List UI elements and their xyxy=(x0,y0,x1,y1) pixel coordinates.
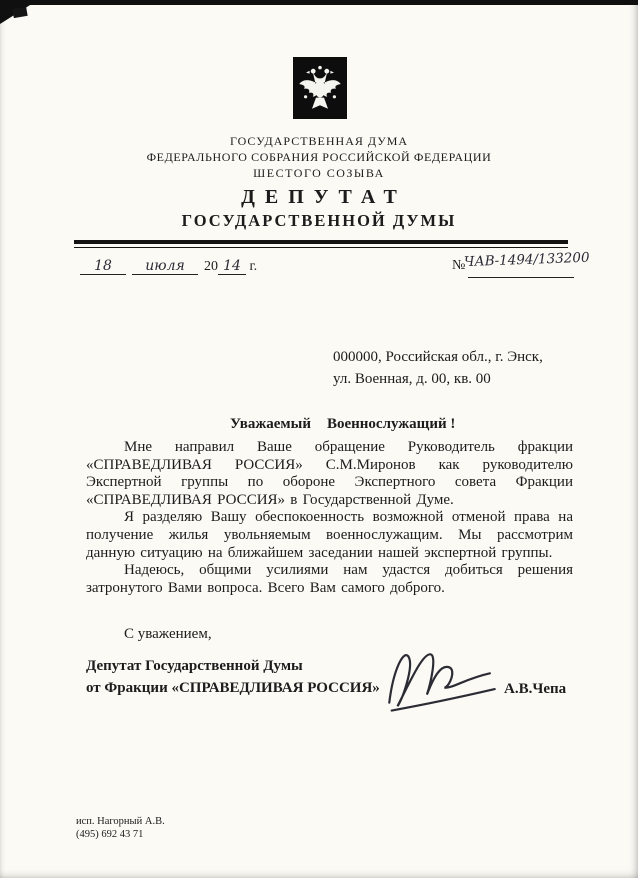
executor-name: исп. Нагорный А.В. xyxy=(76,816,165,827)
signer-title xyxy=(86,655,380,699)
recipient-line-2: ул. Военная, д. 00, кв. 00 xyxy=(333,371,491,387)
date-year-group xyxy=(204,258,257,275)
date-year-prefix: 20 xyxy=(204,259,218,274)
org-line-1: ГОСУДАРСТВЕННАЯ ДУМА xyxy=(229,134,409,148)
title-duma: ГОСУДАРСТВЕННОЙ ДУМЫ xyxy=(181,211,457,230)
number-label: № xyxy=(452,258,466,273)
letter-body xyxy=(86,439,573,597)
number-value: ЧАВ-1494/133200 xyxy=(463,249,590,271)
body-paragraph-2: Я разделяю Вашу обеспокоенность возможной отменой права на получение жилья увольняемым военнослужащим. Мы рассмотрим данную ситуацию на ближайшем заседании нашей экспертной группы. xyxy=(86,509,573,561)
org-line-2: ФЕДЕРАЛЬНОГО СОБРАНИЯ РОССИЙСКОЙ ФЕДЕРАЦИИ xyxy=(146,150,492,164)
letterhead-rule-thick xyxy=(74,240,568,244)
date-day: 18 xyxy=(80,258,126,275)
date-year-suffix: г. xyxy=(249,259,258,274)
number-blank xyxy=(463,249,590,278)
scan-artifact-speck xyxy=(12,7,27,18)
executor-phone: (495) 692 43 71 xyxy=(76,829,144,840)
date-number-row xyxy=(0,249,638,284)
salutation-greeting: Уважаемый xyxy=(230,416,311,432)
letterhead-rule-thin xyxy=(74,247,568,248)
scan-artifact-top-edge xyxy=(0,0,638,5)
recipient-line-1: 000000, Российская обл., г. Энск, xyxy=(333,349,543,365)
recipient-address xyxy=(333,346,543,390)
title-deputy: ДЕПУТАТ xyxy=(241,186,407,208)
date-year: 14 xyxy=(218,258,246,275)
footer-executor-block xyxy=(76,815,165,841)
state-emblem-icon xyxy=(293,57,347,119)
handwritten-signature xyxy=(376,633,502,721)
double-headed-eagle-icon xyxy=(296,61,344,115)
date-month: июля xyxy=(132,258,198,275)
signer-name: А.В.Чепа xyxy=(504,681,567,697)
signer-title-line-2: от Фракции «СПРАВЕДЛИВАЯ РОССИЯ» xyxy=(86,680,380,696)
body-paragraph-3: Надеюсь, общими усилиями нам удастся добиться решения затронутого Вами вопроса. Всего Вам самого доброго. xyxy=(86,562,573,596)
salutation xyxy=(230,416,455,433)
body-paragraph-1: Мне направил Ваше обращение Руководитель фракции «СПРАВЕДЛИВАЯ РОССИЯ» С.М.Миронов как руководителю Экспертной группы по обороне Экспертного совета Фракции «СПРАВЕДЛИВАЯ РОССИЯ» в Государственной Думе. xyxy=(86,439,573,508)
salutation-addressee: Военнослужащий ! xyxy=(326,416,456,432)
closing-phrase: С уважением, xyxy=(124,626,212,642)
org-line-3: ШЕСТОГО СОЗЫВА xyxy=(253,166,385,180)
signer-title-line-1: Депутат Государственной Думы xyxy=(86,658,303,674)
